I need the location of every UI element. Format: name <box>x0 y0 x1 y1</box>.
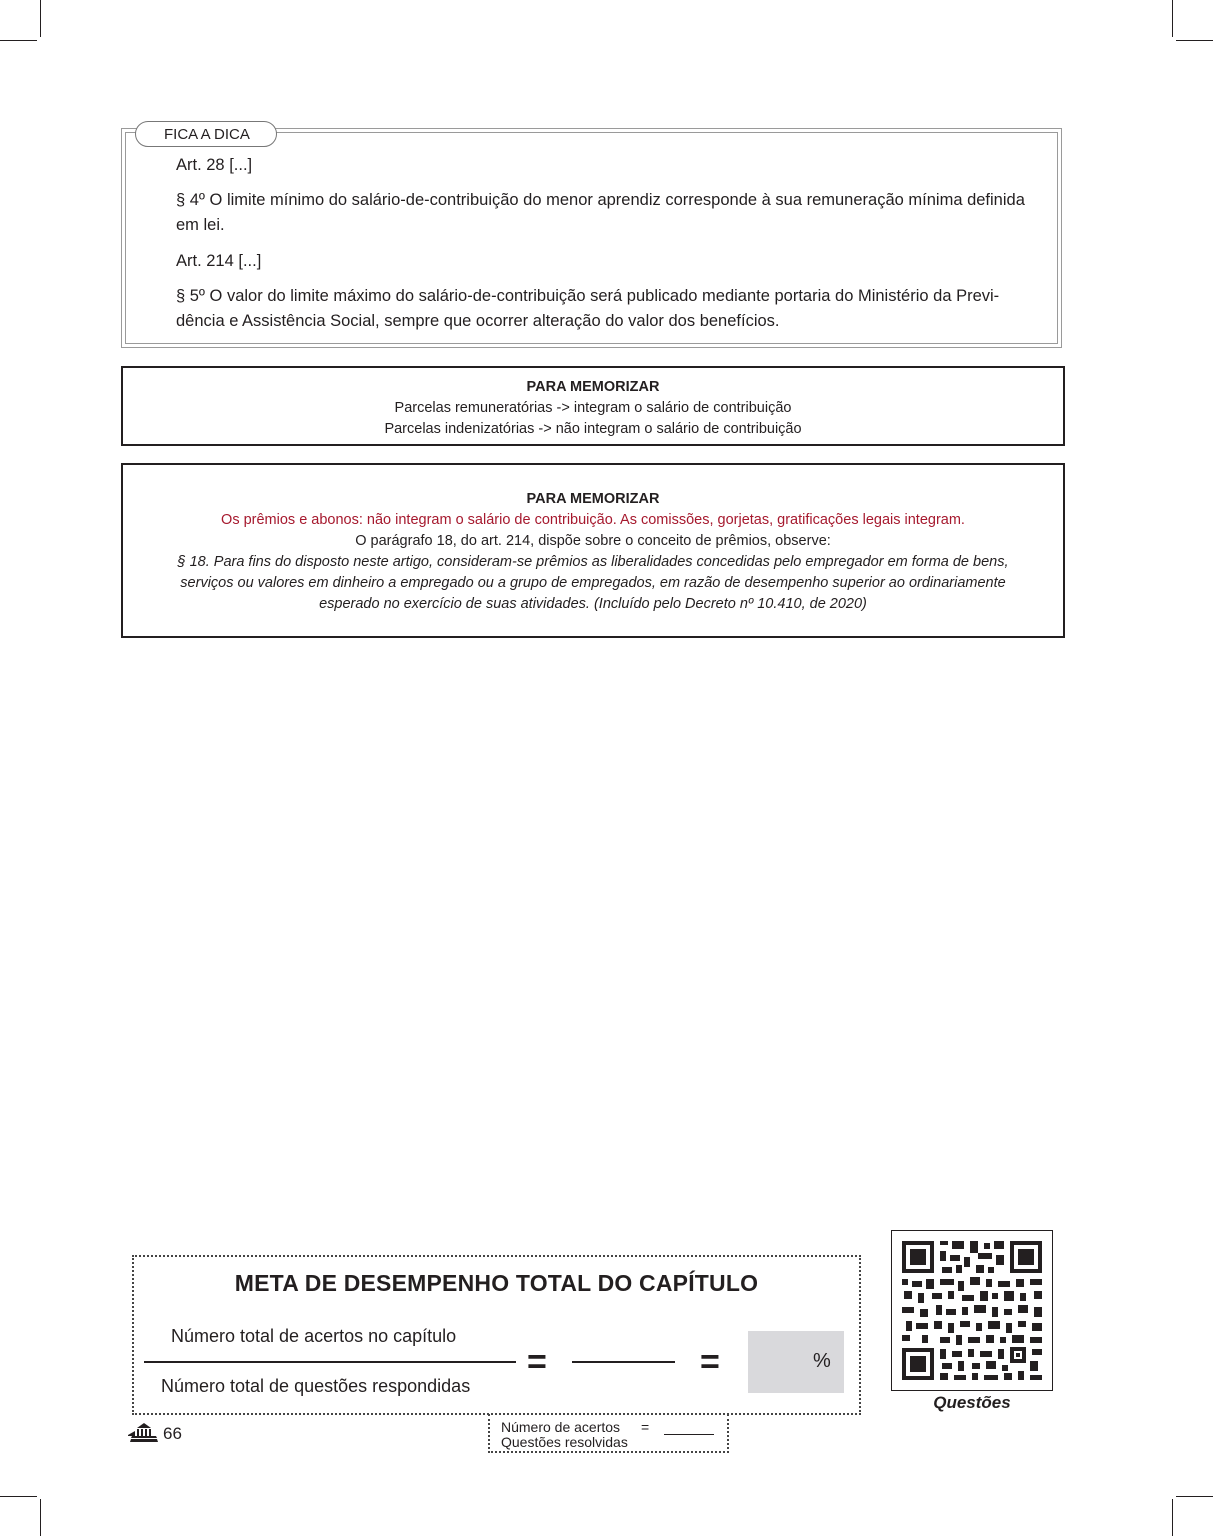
equals-sign: = <box>700 1343 720 1381</box>
memorize-box <box>121 463 1065 638</box>
memorize-title: PARA MEMORIZAR <box>526 379 660 395</box>
memorize-line: O parágrafo 18, do art. 214, dispõe sobre o conceito de prêmios, observe: <box>355 533 831 549</box>
percent-sign: % <box>813 1350 831 1372</box>
tip-par5-line1: § 5º O valor do limite máximo do salário-de-contribuição será publicado mediante portaria do Ministério da Previ- <box>176 287 1000 305</box>
qr-code-frame <box>891 1230 1053 1391</box>
memorize-title: PARA MEMORIZAR <box>526 491 660 507</box>
qr-code-icon[interactable] <box>892 1231 1052 1390</box>
tip-par5-line2: dência e Assistência Social, sempre que ocorrer alteração do valor dos benefícios. <box>176 312 780 330</box>
tip-par4-line1: § 4º O limite mínimo do salário-de-contribuição do menor aprendiz corresponde à sua remuneração mínima definida <box>176 191 1025 209</box>
page-number: 66 <box>163 1424 182 1443</box>
tip-art214: Art. 214 [...] <box>176 252 262 270</box>
memorize-box <box>121 366 1065 446</box>
qr-code-label: Questões <box>933 1393 1011 1412</box>
mini-answer-blank[interactable] <box>664 1434 714 1435</box>
equals-sign: = <box>527 1343 547 1381</box>
memorize-quote-line: serviços ou valores em dinheiro a empregado ou a grupo de empregados, em razão de desempenho superior ao ordinariamente <box>180 575 1006 591</box>
memorize-line: Parcelas indenizatórias -> não integram o salário de contribuição <box>384 421 802 437</box>
fraction-denominator: Número total de questões respondidas <box>161 1376 471 1396</box>
mini-denominator: Questões resolvidas <box>501 1434 628 1450</box>
memorize-quote-line: esperado no exercício de suas atividades. (Incluído pelo Decreto nº 10.410, de 2020) <box>319 596 867 612</box>
mini-equals-sign: = <box>641 1419 650 1435</box>
tip-tab-label: FICA A DICA <box>135 121 277 147</box>
crop-mark <box>0 40 37 41</box>
fraction-bar <box>144 1361 516 1363</box>
crop-mark <box>0 1496 37 1497</box>
crop-mark <box>1172 0 1173 37</box>
fraction-numerator: Número total de acertos no capítulo <box>171 1326 457 1346</box>
performance-goal-title: META DE DESEMPENHO TOTAL DO CAPÍTULO <box>234 1270 759 1296</box>
memorize-highlight-line: Os prêmios e abonos: não integram o salário de contribuição. As comissões, gorjetas, gratificações legais integram. <box>221 512 965 528</box>
tip-art28: Art. 28 [...] <box>176 156 253 174</box>
memorize-quote-line: § 18. Para fins do disposto neste artigo, consideram-se prêmios as liberalidades concedidas pelo empregador em forma de bens, <box>177 554 1009 570</box>
tip-par4-line2: em lei. <box>176 216 225 234</box>
answer-blank-line[interactable] <box>572 1361 675 1363</box>
crop-mark <box>1176 1496 1213 1497</box>
memorize-line: Parcelas remuneratórias -> integram o salário de contribuição <box>394 400 792 416</box>
institution-logo-icon <box>128 1422 160 1442</box>
crop-mark <box>1176 40 1213 41</box>
crop-mark <box>1172 1499 1173 1536</box>
crop-mark <box>40 1499 41 1536</box>
crop-mark <box>40 0 41 37</box>
mini-numerator: Número de acertos <box>501 1419 621 1435</box>
